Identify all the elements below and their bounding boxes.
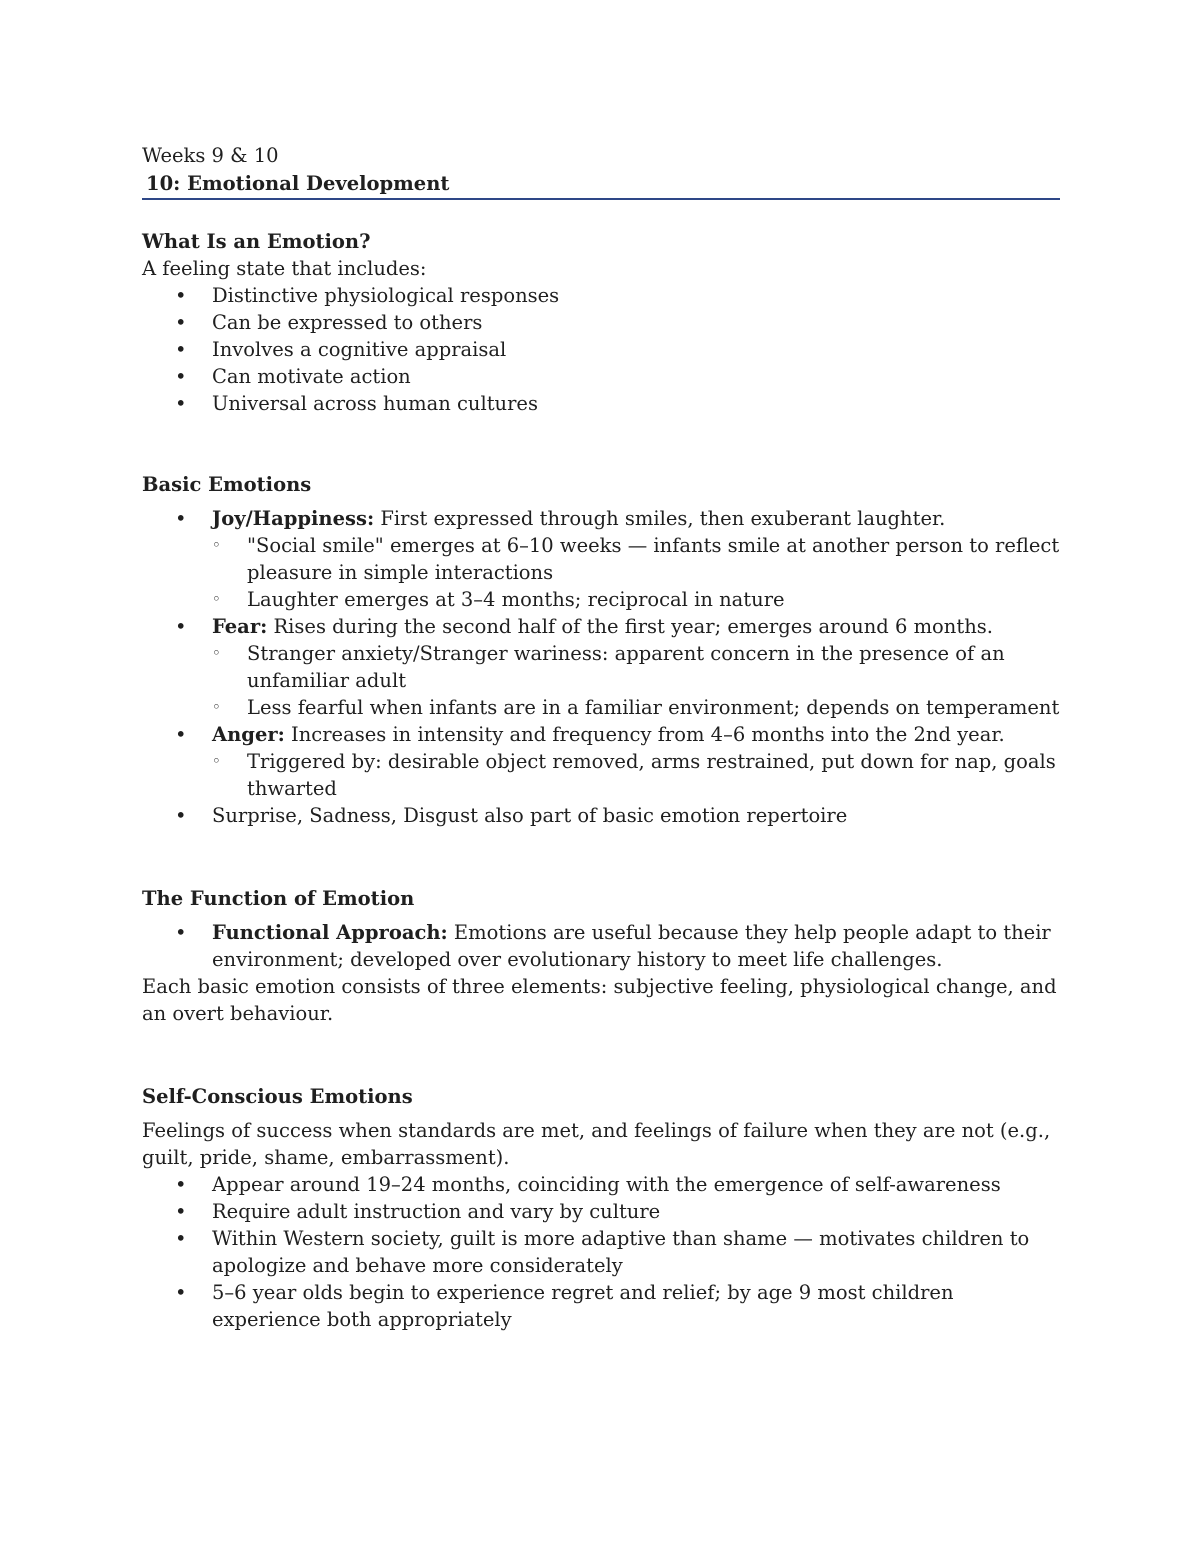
what-is-intro: A feeling state that includes: [142, 257, 427, 280]
function-list [142, 919, 1060, 973]
list-item: • Can motivate action [142, 363, 1060, 390]
desc-fear: Rises during the second half of the first year; emerges around 6 months. [267, 615, 993, 638]
sub-list-item: ◦ "Social smile" emerges at 6–10 weeks — infants smile at another person to reflect pleasure in simple interactions [212, 532, 1060, 586]
heading-basic-emotions: Basic Emotions [142, 473, 312, 496]
list-item: • Involves a cognitive appraisal [142, 336, 1060, 363]
term-anger: Anger: [212, 723, 285, 746]
list-item-fear [142, 613, 1060, 721]
list-item-anger [142, 721, 1060, 802]
function-paragraph: Each basic emotion consists of three elements: subjective feeling, physiological change, and an overt behaviour. [142, 975, 1057, 1025]
heading-what-is-emotion: What Is an Emotion? [142, 230, 371, 253]
desc-anger: Increases in intensity and frequency from 4–6 months into the 2nd year. [284, 723, 1005, 746]
self-conscious-intro: Feelings of success when standards are met, and feelings of failure when they are not (e.g., guilt, pride, shame, embarrassment). [142, 1119, 1051, 1169]
list-item: • Can be expressed to others [142, 309, 1060, 336]
sub-list-item: ◦ Less fearful when infants are in a familiar environment; depends on temperament [212, 694, 1060, 721]
chapter-title: 10: Emotional Development [142, 169, 1060, 200]
weeks-label: Weeks 9 & 10 [142, 144, 279, 167]
list-item: • Appear around 19–24 months, coinciding with the emergence of self-awareness [142, 1171, 1060, 1198]
document-body [142, 142, 1060, 1333]
term-joy: Joy/Happiness: [212, 507, 375, 530]
list-item-functional-approach [142, 919, 1060, 973]
list-item: • Distinctive physiological responses [142, 282, 1060, 309]
heading-function-of-emotion: The Function of Emotion [142, 887, 415, 910]
list-item-other-emotions: • Surprise, Sadness, Disgust also part of basic emotion repertoire [142, 802, 1060, 829]
self-conscious-list [142, 1171, 1060, 1333]
what-is-list [142, 282, 1060, 417]
list-item: • Within Western society, guilt is more adaptive than shame — motivates children to apologize and behave more considerately [142, 1225, 1060, 1279]
basic-emotions-list [142, 505, 1060, 829]
term-fear: Fear: [212, 615, 268, 638]
list-item-joy [142, 505, 1060, 613]
desc-functional-approach: Emotions are useful because they help people adapt to their environment; developed over evolutionary history to meet life challenges. [212, 921, 1051, 971]
sub-list-item: ◦ Triggered by: desirable object removed, arms restrained, put down for nap, goals thwarted [212, 748, 1060, 802]
desc-joy: First expressed through smiles, then exuberant laughter. [374, 507, 946, 530]
heading-self-conscious-emotions: Self-Conscious Emotions [142, 1085, 413, 1108]
anger-sublist [212, 748, 1060, 802]
sub-list-item: ◦ Laughter emerges at 3–4 months; reciprocal in nature [212, 586, 1060, 613]
term-functional-approach: Functional Approach: [212, 921, 448, 944]
fear-sublist [212, 640, 1060, 721]
list-item: • Require adult instruction and vary by culture [142, 1198, 1060, 1225]
list-item: • 5–6 year olds begin to experience regret and relief; by age 9 most children experience both appropriately [142, 1279, 1060, 1333]
sub-list-item: ◦ Stranger anxiety/Stranger wariness: apparent concern in the presence of an unfamiliar adult [212, 640, 1060, 694]
list-item: • Universal across human cultures [142, 390, 1060, 417]
joy-sublist [212, 532, 1060, 613]
